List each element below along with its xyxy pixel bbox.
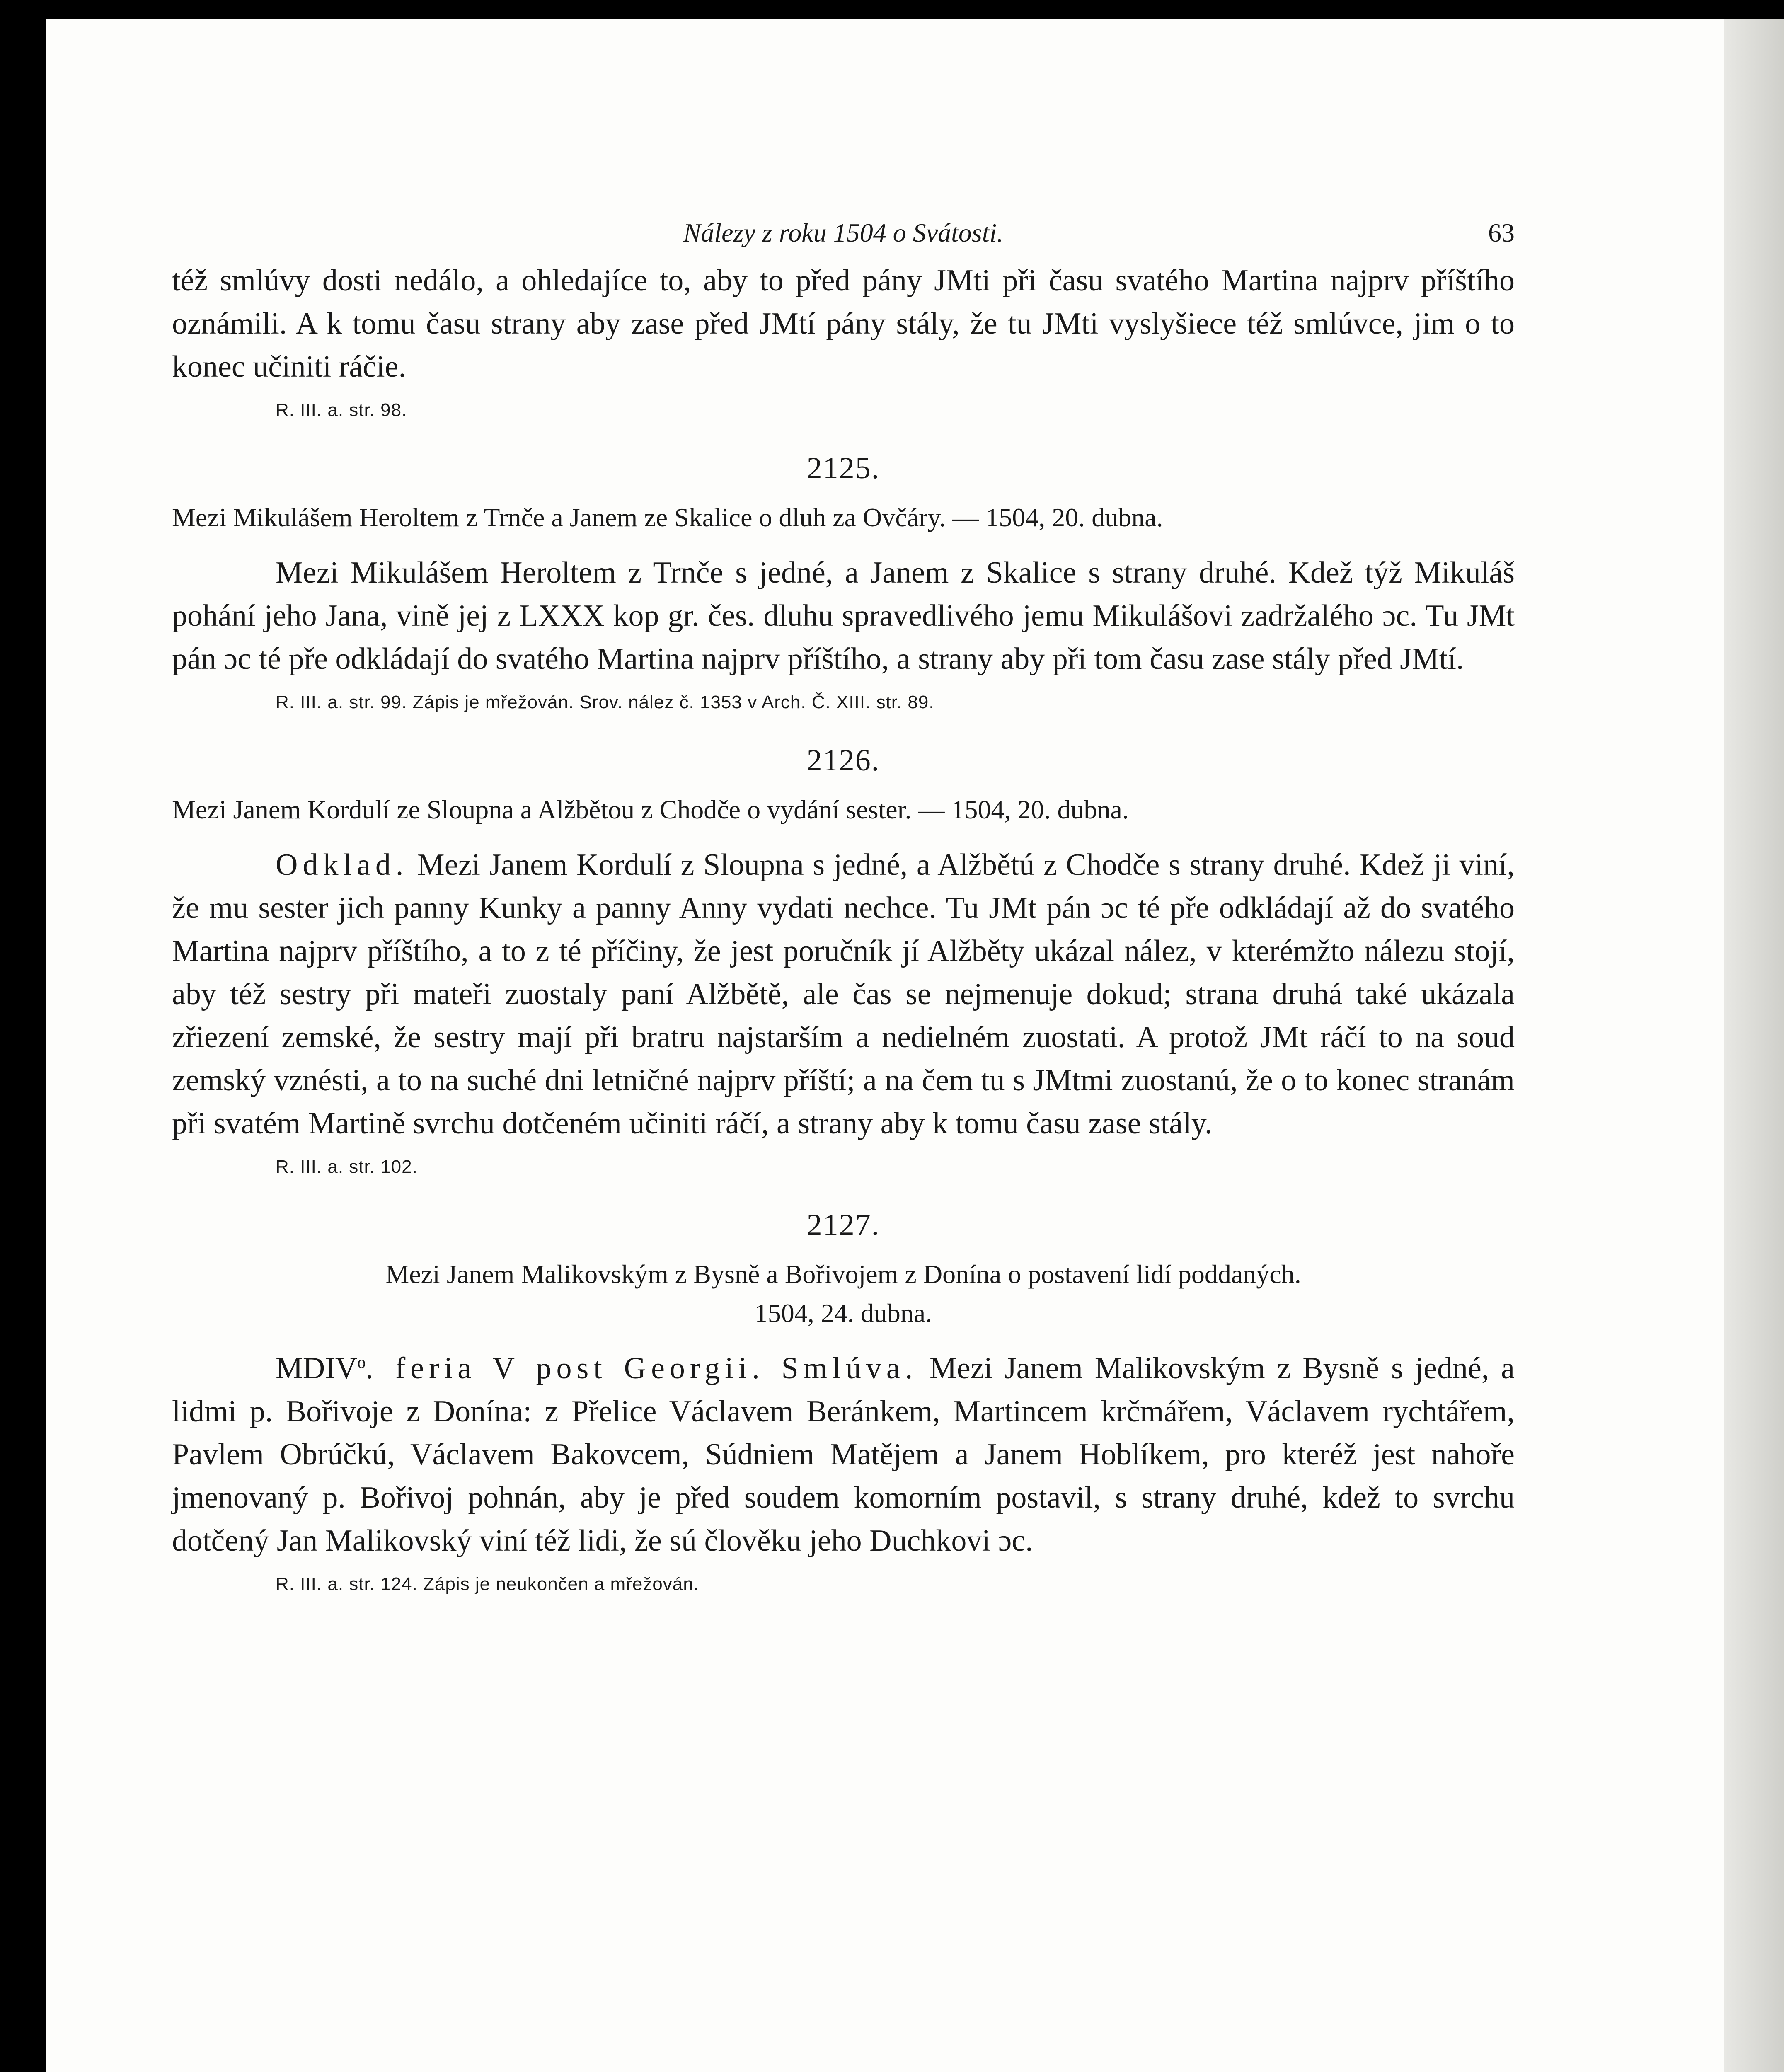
entry-summary-block bbox=[172, 1255, 1515, 1333]
running-title: Nálezy z roku 1504 o Svátosti. bbox=[683, 218, 1004, 247]
entry-lead-rest: . feria V post Georgii. Smlúva. bbox=[366, 1351, 918, 1385]
source-reference: R. III. a. str. 99. Zápis je mřežován. Srov. nález č. 1353 v Arch. Č. XIII. str. 89. bbox=[276, 692, 934, 712]
entry-lead: Odklad. bbox=[276, 848, 409, 882]
entry-2125 bbox=[172, 448, 1515, 717]
page-number: 63 bbox=[1488, 218, 1515, 247]
document-page bbox=[46, 19, 1724, 2072]
entry-paragraph bbox=[172, 1347, 1515, 1562]
page-content bbox=[172, 213, 1515, 1599]
entry-number: 2127. bbox=[806, 1208, 880, 1242]
entry-summary: Mezi Mikulášem Heroltem z Trnče a Janem ze Skalice o dluh za Ovčáry. — 1504, 20. dubna. bbox=[172, 503, 1163, 532]
entry-text: Mezi Janem Malikovským z Bysně s jedné, a lidmi p. Bořivoje z Donína: z Přelice Václavem Beránkem, Martincem krčmářem, Václavem rychtářem, Pavlem Obrúčkú, Václavem Bakovcem, Súdniem Matějem a Janem Hoblíkem, pro kteréž jest nahoře jmenovaný p. Bořivoj pohnán, aby je před soudem komorním postavil, s strany druhé, kdež to svrchu dotčený Jan Malikovský viní též lidi, že sú člověku jeho Duchkovi ɔc. bbox=[172, 1351, 1515, 1558]
source-reference: R. III. a. str. 102. bbox=[276, 1157, 418, 1177]
running-head bbox=[172, 213, 1515, 259]
entry-2127 bbox=[172, 1204, 1515, 1599]
entry-text: Mezi Mikulášem Heroltem z Trnče s jedné, a Janem z Skalice s strany druhé. Kdež týž Mikuláš pohání jeho Jana, vině jej z LXXX kop gr. čes. dluhu spravedlivého jemu Mikulášovi zadržalého ɔc. Tu JMt pán ɔc té pře odkládají do svatého Martina najprv příštího, a strany aby při tom času zase stály před JMtí. bbox=[172, 556, 1515, 676]
source-reference: R. III. a. str. 124. Zápis je neukončen a mřežován. bbox=[276, 1574, 699, 1594]
page-edge bbox=[1724, 19, 1784, 2072]
entry-paragraph bbox=[172, 843, 1515, 1145]
entry-lead: MDIV bbox=[276, 1351, 358, 1385]
entry-2126 bbox=[172, 740, 1515, 1181]
entry-summary: Mezi Janem Malikovským z Bysně a Bořivojem z Donína o postavení lidí poddaných. bbox=[385, 1259, 1301, 1289]
entry-number: 2125. bbox=[806, 451, 880, 485]
entry-number: 2126. bbox=[806, 743, 880, 777]
entry-lead-superscript: o bbox=[357, 1353, 366, 1372]
source-reference: R. III. a. str. 98. bbox=[276, 400, 407, 420]
continuation-paragraph: též smlúvy dosti nedálo, a ohledajíce to, aby to před pány JMti při času svatého Martina najprv příštího oznámili. A k tomu času strany aby zase před JMtí pány stály, že tu JMti vyslyšiece též smlúvce, jim o to konec učiniti ráčie. bbox=[172, 264, 1515, 384]
entry-summary: Mezi Janem Kordulí ze Sloupna a Alžbětou z Chodče o vydání sester. — 1504, 20. dubna. bbox=[172, 795, 1129, 824]
entry-text: Mezi Janem Kordulí z Sloupna s jedné, a Alžbětú z Chodče s strany druhé. Kdež ji viní, že mu sester jich panny Kunky a panny Anny vydati nechce. Tu JMt pán ɔc té pře odkládají až do svatého Martina najprv příštího, a to z té příčiny, že jest poručník jí Alžběty ukázal nález, v kterémžto nálezu stojí, aby též sestry při mateři zuostaly paní Alžbětě, ale čas se nejmenuje dokud; strana druhá také ukázala zřiezení zemské, že sestry mají při bratru najstarším a nedielném zuostati. A protož JMt ráčí to na soud zemský vznésti, a to na suché dni letničné najprv příští; a na čem tu s JMtmi zuostanú, že o to konec stranám při svatém Martině svrchu dotčeném učiniti ráčí, a strany aby k tomu času zase stály. bbox=[172, 848, 1515, 1140]
entry-summary-date: 1504, 24. dubna. bbox=[754, 1298, 932, 1328]
